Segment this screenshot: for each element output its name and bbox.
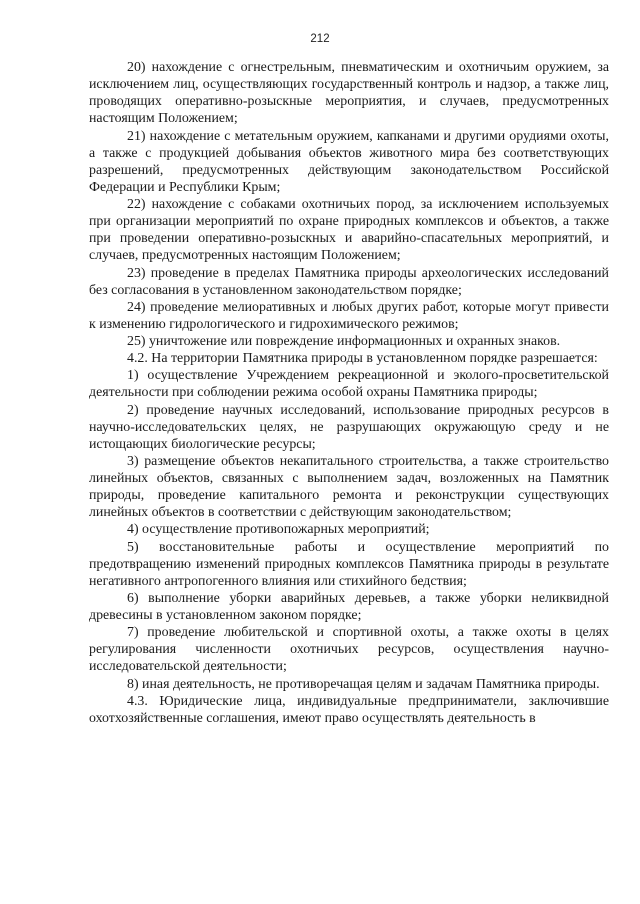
permitted-item-2: 2) проведение научных исследований, использование природных ресурсов в научно-исследовательских целях, не разрушающих окружающую среду и не истощающих биологические ресурсы;: [89, 402, 609, 452]
paragraph-item-24: 24) проведение мелиоративных и любых других работ, которые могут привести к изменению гидрологического и гидрохимического режимов;: [89, 299, 609, 332]
permitted-item-7: 7) проведение любительской и спортивной охоты, а также охоты в целях регулирования численности охотничьих ресурсов, осуществления научно-исследовательской деятельности;: [89, 625, 609, 675]
paragraph-item-21: 21) нахождение с метательным оружием, капканами и другими орудиями охоты, а также с продукцией добывания объектов животного мира без соответствующих разрешений, предусмотренных действующим законодательством Российской Федерации и Республики Крым;: [89, 128, 609, 195]
page-number: 212: [310, 33, 330, 45]
permitted-item-3: 3) размещение объектов некапитального строительства, а также строительство линейных объектов, связанных с выполнением задач, возложенных на Памятник природы, проведение капитального ремонта и реконструкции существующих линейных объектов в соответствии с действующим законодательством;: [89, 453, 609, 521]
permitted-item-4: 4) осуществление противопожарных мероприятий;: [127, 522, 430, 538]
paragraph-item-23: 23) проведение в пределах Памятника природы археологических исследований без согласования в установленном законодательством порядке;: [89, 265, 609, 298]
section-4-2-heading: 4.2. На территории Памятника природы в установленном порядке разрешается:: [127, 351, 598, 367]
permitted-item-8: 8) иная деятельность, не противоречащая целям и задачам Памятника природы.: [127, 676, 600, 692]
document-body: [89, 59, 609, 727]
paragraph-item-20: 20) нахождение с огнестрельным, пневматическим и охотничьим оружием, за исключением лиц, осуществляющих государственный контроль и надзор, а также лиц, проводящих оперативно-розыскные мероприятия, и случаев, предусмотренных настоящим Положением;: [89, 60, 609, 127]
section-4-3-paragraph: 4.3. Юридические лица, индивидуальные предприниматели, заключившие охотхозяйственные соглашения, имеют право осуществлять деятельность в: [89, 693, 609, 726]
permitted-item-5: 5) восстановительные работы и осуществление мероприятий по предотвращению изменений природных комплексов Памятника природы в результате негативного антропогенного влияния или стихийного бедствия;: [89, 539, 609, 589]
permitted-item-1: 1) осуществление Учреждением рекреационной и эколого-просветительской деятельности при соблюдении режима особой охраны Памятника природы;: [89, 368, 609, 401]
permitted-item-6: 6) выполнение уборки аварийных деревьев, а также уборки неликвидной древесины в установленном законом порядке;: [89, 590, 609, 623]
paragraph-item-22: 22) нахождение с собаками охотничьих пород, за исключением используемых при организации мероприятий по охране природных комплексов и объектов, а также при проведении оперативно-розыскных и аварийно-спасательных мероприятий, и случаев, предусмотренных настоящим Положением;: [89, 197, 609, 264]
paragraph-item-25: 25) уничтожение или повреждение информационных и охранных знаков.: [127, 334, 561, 349]
